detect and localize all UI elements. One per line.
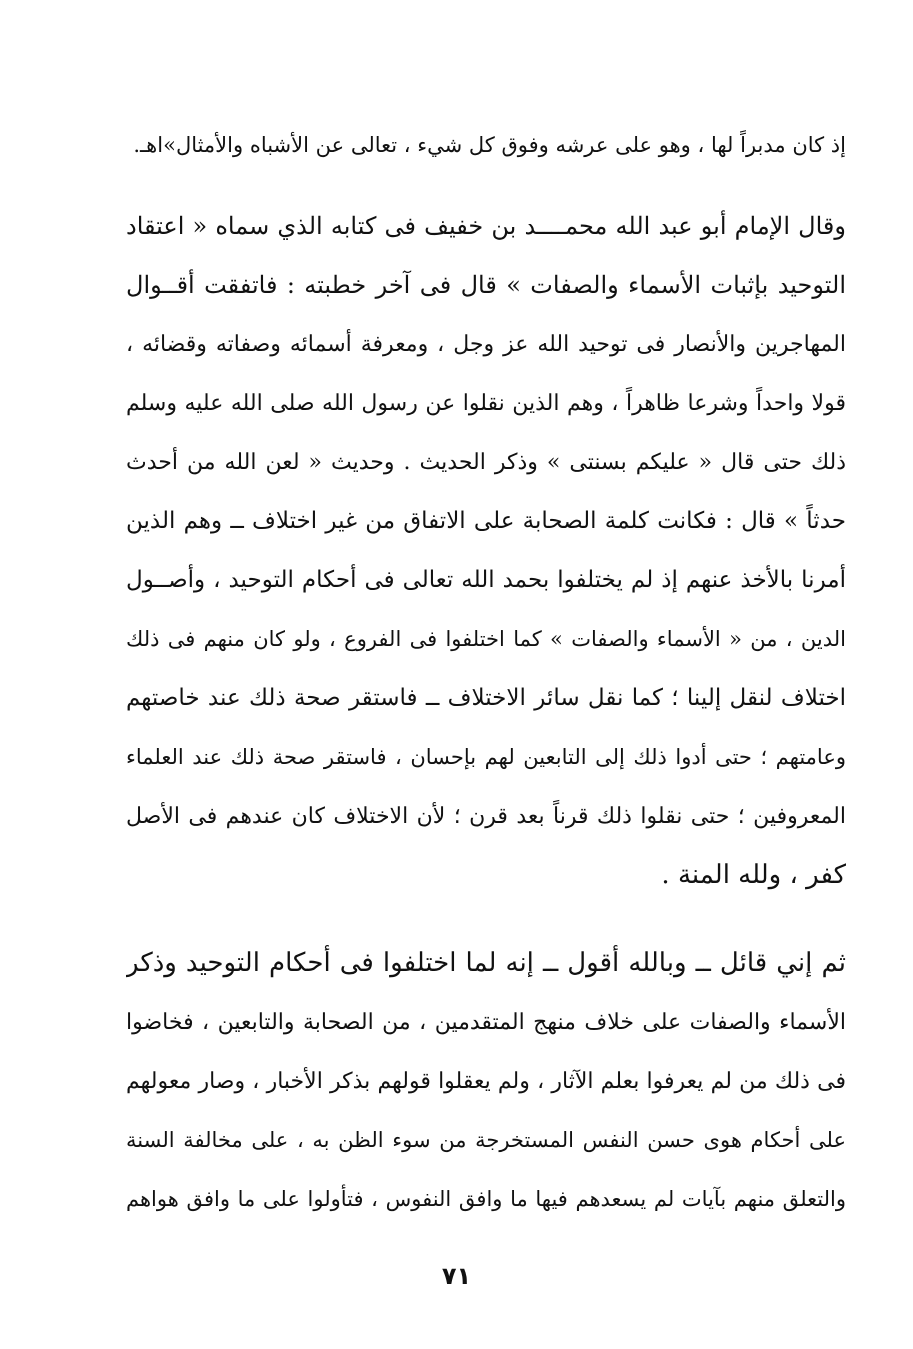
text-line: فى ذلك من لم يعرفوا بعلم الآثار ، ولم يعقلوا قولهم بذكر الأخبار ، وصار معولهم (126, 1069, 846, 1094)
paragraph-1 (126, 116, 846, 175)
text-line: إذ كان مدبراً لها ، وهو على عرشه وفوق كل شيء ، تعالى عن الأشباه والأمثال»اهـ. (133, 133, 846, 157)
text-line: وعامتهم ؛ حتى أدوا ذلك إلى التابعين لهم بإحسان ، فاستقر صحة ذلك عند العلماء (126, 745, 846, 769)
paragraph-2 (126, 197, 846, 905)
text-line: والتعلق منهم بآيات لم يسعدهم فيها ما وافق النفوس ، فتأولوا على ما وافق هواهم (126, 1187, 846, 1211)
text-line: الدين ، من « الأسماء والصفات » كما اختلفوا فى الفروع ، ولو كان منهم فى ذلك (126, 627, 846, 651)
text-line: وقال الإمام أبو عبد الله محمــــد بن خفيف فى كتابه الذي سماه « اعتقاد (126, 212, 846, 240)
text-line: قولا واحداً وشرعا ظاهراً ، وهم الذين نقلوا عن رسول الله صلى الله عليه وسلم (126, 391, 846, 416)
text-line: كفر ، ولله المنة . (661, 860, 846, 890)
text-line: حدثاً » قال : فكانت كلمة الصحابة على الاتفاق من غير اختلاف ــ وهم الذين (126, 508, 846, 534)
text-line: الأسماء والصفات على خلاف منهج المتقدمين ، من الصحابة والتابعين ، فخاضوا (126, 1010, 846, 1035)
text-line: اختلاف لنقل إلينا ؛ كما نقل سائر الاختلاف ــ فاستقر صحة ذلك عند خاصتهم (126, 685, 846, 711)
text-line: التوحيد بإثبات الأسماء والصفات » قال فى آخر خطبته : فاتفقت أقــوال (126, 271, 846, 299)
text-line: ثم إني قائل ــ وبالله أقول ــ إنه لما اختلفوا فى أحكام التوحيد وذكر (126, 948, 846, 978)
text-line: أمرنا بالأخذ عنهم إذ لم يختلفوا بحمد الله تعالى فى أحكام التوحيد ، وأصــول (126, 567, 846, 593)
paragraph-3 (126, 934, 846, 1229)
text-line: على أحكام هوى حسن النفس المستخرجة من سوء الظن به ، على مخالفة السنة (126, 1128, 846, 1152)
text-line: ذلك حتى قال « عليكم بسنتى » وذكر الحديث . وحديث « لعن الله من أحدث (126, 450, 846, 475)
text-line: المعروفين ؛ حتى نقلوا ذلك قرناً بعد قرن ؛ لأن الاختلاف كان عندهم فى الأصل (126, 804, 846, 829)
text-line: المهاجرين والأنصار فى توحيد الله عز وجل ، ومعرفة أسمائه وصفاته وقضائه ، (126, 332, 846, 357)
page-number: ٧١ (441, 1262, 472, 1290)
